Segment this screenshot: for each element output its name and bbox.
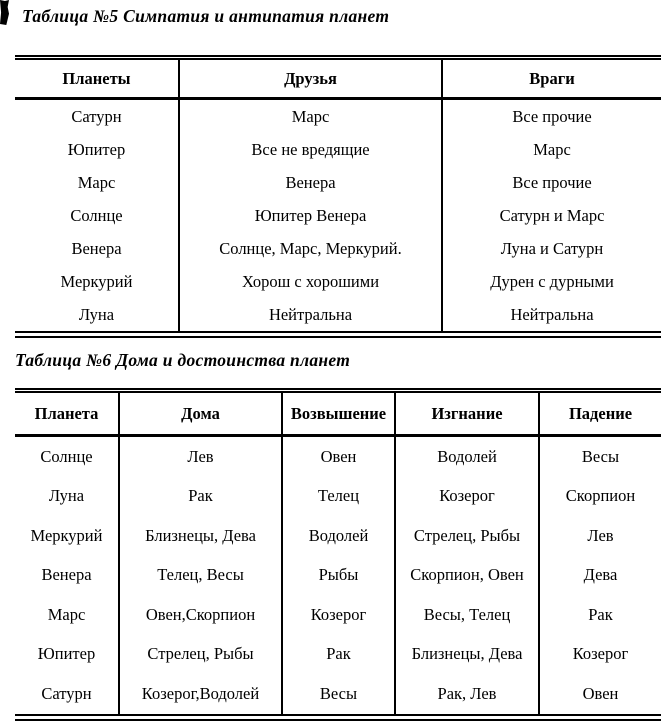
table-cell: Нейтральна	[510, 304, 594, 324]
column-header: Друзья	[180, 60, 443, 97]
table-cell: Стрелец, Рыбы	[396, 516, 540, 556]
table6-body	[15, 437, 661, 714]
table5-header-row	[15, 60, 661, 100]
table6	[15, 388, 661, 721]
table-cell: Сатурн и Марс	[499, 205, 605, 225]
table-cell: Весы, Телец	[396, 595, 540, 635]
table-cell: Рак, Лев	[396, 674, 540, 714]
table-cell: Лев	[587, 525, 614, 545]
table-cell: Дева	[583, 565, 618, 585]
table-cell: Козерог	[283, 595, 396, 635]
table-cell: Козерог	[396, 477, 540, 517]
table-cell: Овен	[283, 437, 396, 477]
table-cell: Луна	[15, 298, 180, 331]
column-header: Падение	[568, 403, 633, 423]
table-cell: Хорош с хорошими	[180, 265, 443, 298]
table-cell: Солнце, Марс, Меркурий.	[180, 232, 443, 265]
table-cell: Венера	[15, 556, 120, 596]
column-header: Планеты	[15, 60, 180, 97]
table-cell: Юпитер	[15, 635, 120, 675]
table5	[15, 55, 661, 338]
table-cell: Водолей	[396, 437, 540, 477]
table-cell: Рак	[283, 635, 396, 675]
column-header: Враги	[529, 68, 575, 88]
table-cell: Луна и Сатурн	[500, 238, 604, 258]
table-cell: Луна	[15, 477, 120, 517]
table-cell: Меркурий	[15, 516, 120, 556]
column-header: Возвышение	[283, 393, 396, 434]
table-cell: Сатурн	[15, 674, 120, 714]
table-cell: Юпитер	[15, 133, 180, 166]
table-cell: Юпитер Венера	[180, 199, 443, 232]
table-cell: Сатурн	[15, 100, 180, 133]
table-cell: Телец	[283, 477, 396, 517]
table-cell: Все не вредящие	[180, 133, 443, 166]
table-cell: Марс	[15, 595, 120, 635]
table-cell: Марс	[533, 139, 571, 159]
table-cell: Солнце	[15, 437, 120, 477]
table-cell: Овен,Скорпион	[120, 595, 283, 635]
table-cell: Дурен с дурными	[490, 271, 614, 291]
column-header: Планета	[15, 393, 120, 434]
scan-artifact	[0, 0, 9, 25]
table-cell: Весы	[581, 446, 620, 466]
table-cell: Рыбы	[283, 556, 396, 596]
table-cell: Солнце	[15, 199, 180, 232]
table-cell: Лев	[120, 437, 283, 477]
table-cell: Близнецы, Дева	[120, 516, 283, 556]
table-cell: Стрелец, Рыбы	[120, 635, 283, 675]
table-cell: Венера	[15, 232, 180, 265]
table-cell: Меркурий	[15, 265, 180, 298]
table-cell: Козерог,Водолей	[120, 674, 283, 714]
column-header: Изгнание	[396, 393, 540, 434]
table5-title: Таблица №5 Симпатия и антипатия планет	[22, 6, 390, 26]
table-cell: Все прочие	[512, 106, 592, 126]
table-cell: Марс	[180, 100, 443, 133]
table6-title: Таблица №6 Дома и достоинства планет	[15, 350, 351, 370]
table-cell: Телец, Весы	[120, 556, 283, 596]
column-header: Дома	[120, 393, 283, 434]
table-cell: Марс	[15, 166, 180, 199]
table-cell: Весы	[283, 674, 396, 714]
table-cell: Овен	[582, 683, 619, 703]
table-cell: Скорпион	[565, 486, 636, 506]
table5-body	[15, 100, 661, 331]
table-cell: Рак	[588, 604, 613, 624]
table6-header-row	[15, 393, 661, 437]
table-cell: Рак	[120, 477, 283, 517]
table-cell: Козерог	[572, 644, 629, 664]
table-cell: Водолей	[283, 516, 396, 556]
table-cell: Венера	[180, 166, 443, 199]
table-cell: Нейтральна	[180, 298, 443, 331]
table-cell: Все прочие	[512, 172, 592, 192]
table-cell: Близнецы, Дева	[396, 635, 540, 675]
table-cell: Скорпион, Овен	[396, 556, 540, 596]
